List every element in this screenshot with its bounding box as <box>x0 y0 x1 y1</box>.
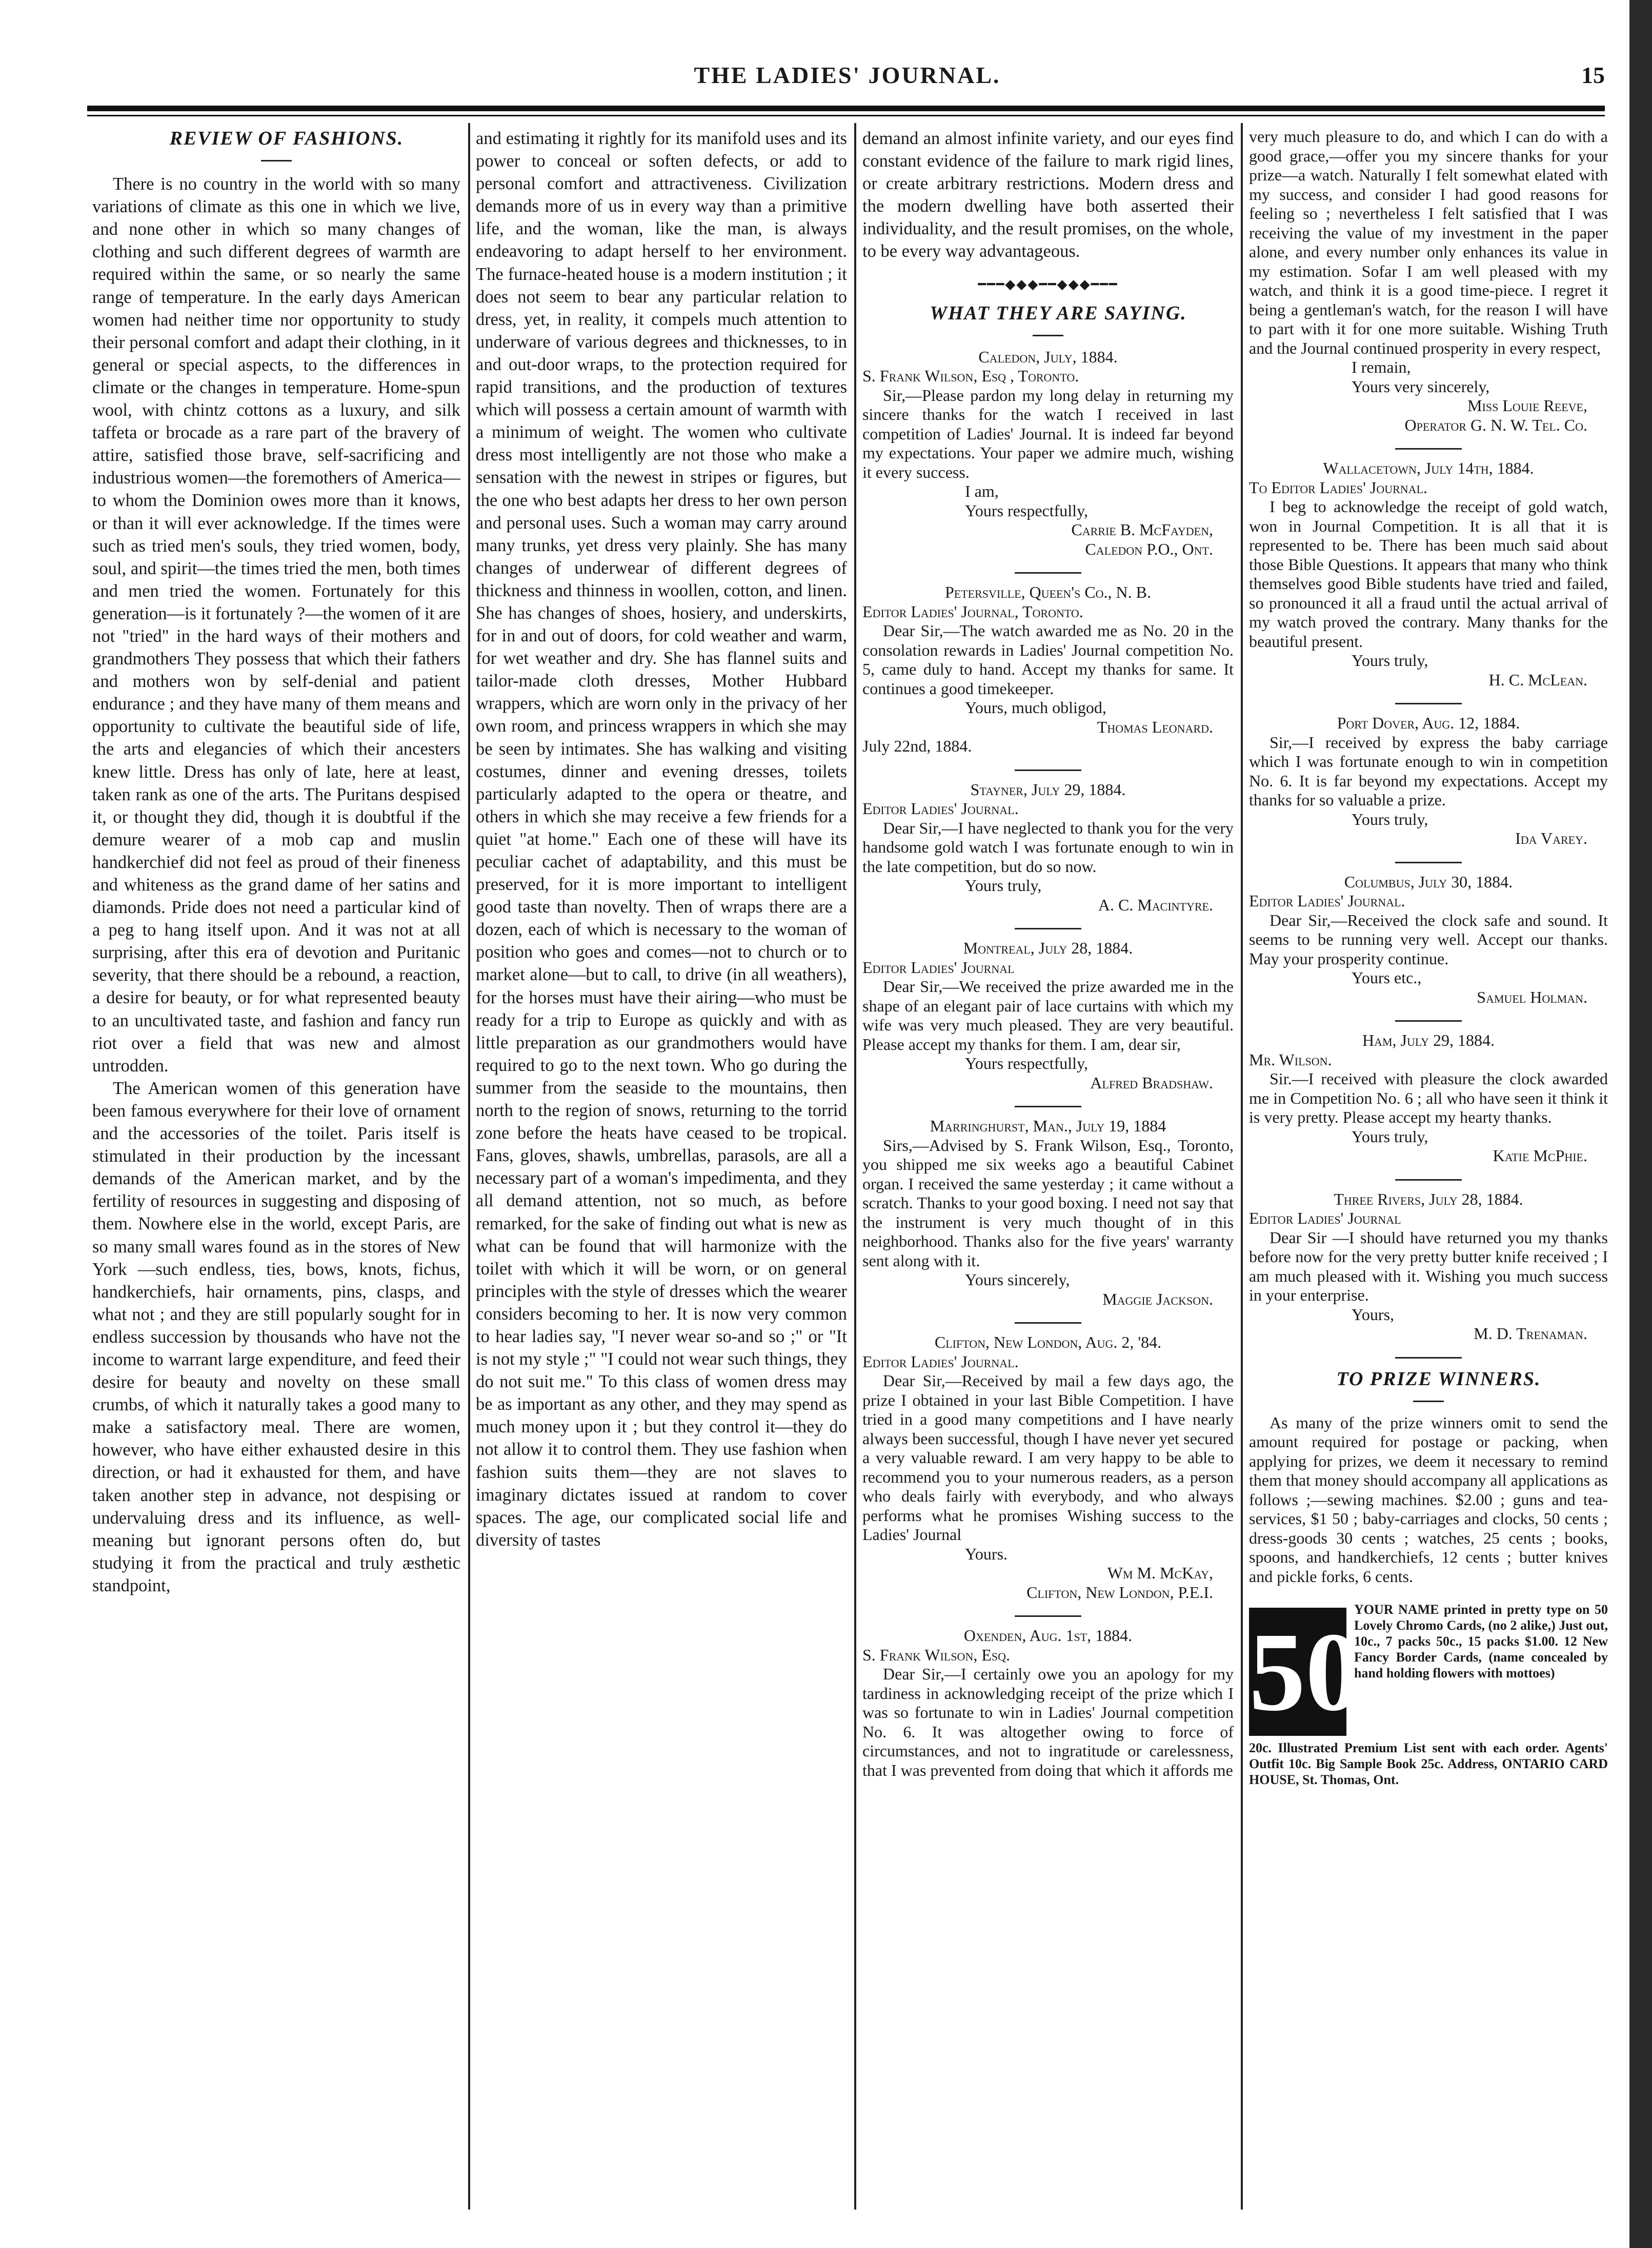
letter-address: To Editor Ladies' Journal. <box>1249 478 1428 497</box>
letter-address: S. Frank Wilson, Esq. <box>862 1645 1011 1664</box>
letter-place-date: Wallacetown, July 14th, 1884. <box>1323 459 1534 477</box>
letter-separator <box>1015 1322 1081 1324</box>
letter-address: Editor Ladies' Journal <box>862 958 1015 977</box>
letter-address: Editor Ladies' Journal. <box>1249 892 1405 910</box>
letter-separator <box>1395 448 1462 450</box>
letter-closing: Yours truly, <box>1352 1127 1428 1146</box>
letter-closing: Yours truly, <box>1352 651 1428 670</box>
card-advertisement <box>1249 1602 1608 1788</box>
letter-separator <box>1015 1615 1081 1617</box>
letter-separator <box>1015 928 1081 929</box>
letter <box>1249 1190 1608 1344</box>
letters-list <box>1249 127 1608 1344</box>
letter-place-date: Clifton, New London, Aug. 2, '84. <box>934 1333 1162 1352</box>
letter <box>1249 1031 1608 1166</box>
letter-postscript-date: July 22nd, 1884. <box>862 737 972 756</box>
letter-signature: Thomas Leonard. <box>1097 717 1213 736</box>
letter-body: Dear Sir,—We received the prize awarded me in the shape of an elegant pair of lace curtains with which my wife was very much pleased. They are very beautiful. Please accept my thanks for them. I am, dear sir, <box>862 977 1234 1054</box>
letter-body: Dear Sir,—The watch awarded me as No. 20 in the consolation rewards in Ladies' Journal competition No. 5, came duly to hand. Accept my thanks for same. It continues a good timekeeper. <box>862 621 1234 698</box>
section-ornament: ━━━◆◆◆━━◆◆◆━━━ <box>978 276 1118 292</box>
letter-closing: Yours, <box>1352 1305 1395 1324</box>
letter-body: Sirs,—Advised by S. Frank Wilson, Esq., Toronto, you shipped me six weeks ago a beautiful Cabinet organ. I received the same yesterday ; it came without a scratch. Thanks to your good boxing. I need not say that the instrument is very much thought of in this neighborhood. Thanks also for the five years' warranty sent along with it. <box>862 1136 1234 1270</box>
letter-signature: A. C. Macintyre. <box>1098 895 1213 914</box>
letter-separator <box>1395 703 1462 704</box>
letter-body: I beg to acknowledge the receipt of gold watch, won in Journal Competition. It is all that it is represented to be. There has been much said about those Bible Questions. It appears that many who think themselves good Bible students have tried and failed, so pronounced it all a fraud until the actual arrival of my watch proved the contrary. Many thanks for the beautiful present. <box>1249 497 1608 651</box>
header-rule-thick <box>87 106 1605 111</box>
letter-place-date: Oxenden, Aug. 1st, 1884. <box>963 1626 1133 1645</box>
heading-dash <box>261 160 292 161</box>
letter-signature: H. C. McLean. <box>1488 670 1587 689</box>
letter <box>862 1117 1234 1309</box>
letter <box>862 583 1234 756</box>
ad-big-number: 50 <box>1249 1608 1346 1736</box>
letter-signature: M. D. Trenaman. <box>1474 1324 1587 1343</box>
letter-closing: Yours etc., <box>1352 968 1422 987</box>
column-divider-1 <box>468 123 470 2210</box>
column-4 <box>1249 127 1608 2219</box>
letter-closing: Yours very sincerely, <box>1352 377 1490 396</box>
letter-place-date: Montreal, July 28, 1884. <box>963 939 1133 958</box>
letter <box>862 1626 1234 1780</box>
letter-closing: Yours respectfully, <box>965 1054 1088 1073</box>
page-number: 15 <box>1581 62 1605 88</box>
column-1 <box>92 127 460 2219</box>
letter-place-date: Columbus, July 30, 1884. <box>1344 872 1513 891</box>
ad-text: YOUR NAME printed in pretty type on 50 Lovely Chromo Cards, (no 2 alike,) Just out, 10c., 7 packs 50c., 15 packs $1.00. 12 New Fancy Border Cards, (name concealed by hand holding flowers with mottoes) <box>1354 1602 1608 1681</box>
scan-edge <box>1629 0 1652 2248</box>
letter-separator <box>1395 1179 1462 1181</box>
letter-place-date: Three Rivers, July 28, 1884. <box>1334 1189 1523 1208</box>
letter-signature: Alfred Bradshaw. <box>1090 1073 1213 1092</box>
masthead <box>90 62 1605 103</box>
column-2 <box>476 127 847 2219</box>
letter-separator <box>1015 572 1081 574</box>
letter-place-date: Stayner, July 29, 1884. <box>970 780 1126 799</box>
letter-signature: Carrie B. McFayden, <box>1071 520 1213 539</box>
letter-place-date: Caledon, July, 1884. <box>978 347 1118 366</box>
letter-signature: Katie McPhie. <box>1493 1146 1587 1165</box>
letter <box>1249 127 1608 435</box>
letter-signature: Samuel Holman. <box>1477 987 1587 1006</box>
letter-closing: Yours truly, <box>1352 809 1428 828</box>
article-paragraph: and estimating it rightly for its manifold uses and its power to conceal or soften defects, or add to personal comfort and attractiveness. Civilization demands more of us in every way than a primitive life, and the woman, like the man, is always endeavoring to adapt herself to her environment. The furnace-heated house is a modern institution ; it does not seem to bear any particular relation to dress, yet, in reality, it compels much attention to underware of various degrees and thicknesses, to in and out-door wraps, to the protection required for rapid transitions, and the production of textures which will possess a certain amount of warmth with a minimum of weight. The women who cultivate dress most intelligently are not those who make a sensation with the newest in stripes or figures, but the one who best adapts her dress to her own person and personal uses. Such a woman may carry around many trunks, yet dress very plainly. She has many changes of underwear of different degrees of thickness and thinness in woollen, cotton, and linen. She has changes of shoes, hosiery, and underskirts, for in and out of doors, for cold weather and warm, for wet weather and dry. She has flannel suits and tailor-made cloth dresses, Mother Hubbard wrappers, which are worn only in the privacy of her own room, and princess wrappers in which she may be seen by intimates. She has walking and visiting costumes, dinner and evening dresses, toilets particularly adapted to the opera or theatre, and others in which she may receive a few friends for a quiet "at home." Each one of these will have its peculiar cachet of adaptability, and this must be preserved, for it is more important to intelligent good taste than novelty. Then of wraps there are a dozen, each of which is necessary to the woman of position who goes and comes—not to church or to market alone—but to call, to drive (in all weathers), for the horses must have their airing—who must be ready for a trip to Europe as quickly and with as little preparation as our grandmothers would have required to go to the next town. Who go during the summer from the seaside to the mountains, then north to the region of snows, returning to the torrid zone before the heats have ceased to be tropical. Fans, gloves, shawls, umbrellas, parasols, are all a necessary part of a woman's impedimenta, and they all demand attention, not so much, as before remarked, for the sake of finding out what is new as what can be found that will harmonize with the toilet with which it will be worn, or on general principles with the style of dresses which the wearer considers becoming to her. It is now very common to hear ladies say, "I never wear so-and so ;" or "It is not my style ;" "I could not wear such things, they do not suit me." To this class of women dress may be as important as any other, and they may spend as much money upon it ; but they control it—they do not allow it to control them. They use fashion when fashion suits them—they are not slaves to imaginary dictates issued at random to cover spaces. The age, our complicated social life and diversity of tastes <box>476 129 847 1550</box>
letter-address: Editor Ladies' Journal. <box>862 1352 1019 1371</box>
column-divider-2 <box>854 123 856 2210</box>
header-rule-thin <box>87 115 1605 116</box>
letter-body: Dear Sir,—I certainly owe you an apology for my tardiness in acknowledging receipt of the prize which I was so fortunate to win in Ladies' Journal competition No. 6. It was altogether owing to force of circumstances, and not to ingratitude or carelessness, that I was prevented from doing that which it affords me <box>862 1665 1234 1779</box>
letter <box>862 1333 1234 1602</box>
letter-signature: Miss Louie Reeve, <box>1467 396 1587 415</box>
letter <box>862 348 1234 559</box>
letter-separator <box>1015 1106 1081 1107</box>
letters-list <box>862 348 1234 1780</box>
column-3 <box>862 127 1234 2219</box>
letter <box>1249 873 1608 1007</box>
letter-body: Sir,—I received by express the baby carriage which I was fortunate enough to win in competition No. 6. It is far beyond my expectations. Accept my thanks for so valuable a prize. <box>1249 733 1608 809</box>
letter-place-date: Petersville, Queen's Co., N. B. <box>945 583 1151 602</box>
article-paragraph: demand an almost infinite variety, and our eyes find constant evidence of the failure to mark rigid lines, or create arbitrary restrictions. Modern dress and the modern dwelling have both asserted their individuality, and the result promises, on the whole, to be every way advantageous. <box>862 129 1234 261</box>
article-paragraph: The American women of this generation have been famous everywhere for their love of ornament and the accessories of the toilet. Paris itself is stimulated in their production by the incessant demands of the American market, and by the fertility of resources in suggesting and disposing of them. Nowhere else in the world, except Paris, are so many small wares found as in the stores of New York —such endless, ties, bows, knots, fichus, handkerchiefs, hair ornaments, pins, clasps, and what not ; and they are still popularly sought for in endless succession by thousands who have not the income to warrant large expenditure, and feed their desire for beauty and novelty on these small crumbs, of which it naturally takes a good many to make a satisfactory meal. There are women, however, who have either exhausted desire in this direction, or had it exhausted for them, and have taken another step in advance, not despising or undervaluing dress and its influence, as well-meaning but ignorant persons often do, but studying it from the practical and truly æsthetic standpoint, <box>92 1078 460 1595</box>
section-separator <box>1395 1357 1462 1359</box>
letter-closing: Yours, much obligod, <box>965 698 1106 717</box>
letter-address: Editor Ladies' Journal, Toronto. <box>862 602 1083 621</box>
newspaper-title: THE LADIES' JOURNAL. <box>694 62 1001 88</box>
letter-closing: I am, <box>965 482 999 501</box>
prize-winners-notice: As many of the prize winners omit to send the amount required for postage or packing, when applying for prizes, we deem it necessary to remind them that money should accompany all applications as follows ;—sewing machines. $2.00 ; guns and tea-services, $1 50 ; baby-carriages and clocks, 50 cents ; dress-goods 30 cents ; watches, 25 cents ; books, spoons, and handkerchiefs, 12 cents ; butter knives and pickle forks, 6 cents. <box>1249 1413 1608 1586</box>
letter-signature: Clifton, New London, P.E.I. <box>1026 1583 1213 1602</box>
letter-separator <box>1395 862 1462 863</box>
letter-signature: Wm M. McKay, <box>1107 1564 1213 1583</box>
letter-address: Editor Ladies' Journal <box>1249 1209 1401 1227</box>
letter-closing: I remain, <box>1352 358 1411 376</box>
letter <box>1249 714 1608 848</box>
section-heading-what-they-are-saying: WHAT THEY ARE SAYING. <box>930 302 1187 324</box>
heading-dash <box>1413 1401 1444 1402</box>
letter-body: Dear Sir,—Received the clock safe and sound. It seems to be running very well. Accept our thanks. May your prosperity continue. <box>1249 910 1608 968</box>
letter-body: Dear Sir —I should have returned you my thanks before now for the very pretty butter knife received ; I am much pleased with it. Wishing you much success in your enterprise. <box>1249 1228 1608 1304</box>
letter-separator <box>1395 1020 1462 1022</box>
letter <box>1249 459 1608 690</box>
column-divider-3 <box>1241 123 1243 2210</box>
letter-separator <box>1015 769 1081 771</box>
letter-body: Dear Sir,—I have neglected to thank you for the very handsome gold watch I was fortunate enough to win in the late competition, but do so now. <box>862 818 1234 876</box>
ad-footer: 20c. Illustrated Premium List sent with each order. Agents' Outfit 10c. Big Sample Book 25c. Address, ONTARIO CARD HOUSE, St. Thomas, Ont. <box>1249 1740 1608 1788</box>
letter <box>862 780 1234 915</box>
letter-address: Editor Ladies' Journal. <box>862 799 1019 818</box>
heading-dash <box>1033 335 1063 336</box>
letter-body: Sir.—I received with pleasure the clock awarded me in Competition No. 6 ; all who have seen it think it is very pretty. Please accept my hearty thanks. <box>1249 1069 1608 1126</box>
article-paragraph: There is no country in the world with so many variations of climate as this one in which we live, and none other in which so many changes of clothing and such different degrees of warmth are required within the same, or so nearly the same range of temperature. In the early days American women had neither time nor opportunity to study their personal comfort and adapt their clothing, in it general or special aspects, to the differences in climate or the changes in temperature. Home-spun wool, with chintz cottons as a luxury, and silk taffeta or brocade as a rare part of the bravery of attire, satisfied those brave, self-sacrificing and industrious women—the foremothers of America—to whom the Dominion owes more than it knows, or than it will ever acknowledge. If the times were such as tried men's souls, they tried women, body, soul, and spirit—the times tried the men, both times and men tried the women. Fortunately for this generation—is it fortunately ?—the women of it are not "tried" in the hard ways of their mothers and grandmothers They possess that which their fathers and mothers won by self-denial and patient endurance ; and they have many of them means and opportunity to cultivate the beautiful side of life, the arts and elegancies of which their ancesters knew little. Dress has only of late, here at least, taken rank as one of the arts. The Puritans despised it, or thought they did, though it is doubtful if the demure wearer of a mob cap and muslin handkerchief did not feel as proud of their fineness and whiteness as the grand dame of her satins and diamonds. Pride does not need a particular kind of a peg to hang itself upon. And it was not at all surprising, after this era of devotion and Puritanic severity, that there should be a rebound, a reaction, a desire for beauty, or for what represented beauty to an uncultivated taste, and fashion and fancy run riot over a field that was new and almost untrodden. <box>92 174 460 1076</box>
letter-closing: Yours respectfully, <box>965 501 1088 520</box>
letter <box>862 939 1234 1092</box>
letter-closing: Yours sincerely, <box>965 1270 1070 1289</box>
letter-place-date: Marringhurst, Man., July 19, 1884 <box>930 1117 1166 1136</box>
article-heading-review-of-fashions: REVIEW OF FASHIONS. <box>169 128 404 149</box>
letter-place-date: Port Dover, Aug. 12, 1884. <box>1337 714 1520 732</box>
letter-body: Sir,—Please pardon my long delay in returning my sincere thanks for the watch I received in last competition of Ladies' Journal. It is indeed far beyond my expectations. Your paper we admire much, wishing it every success. <box>862 386 1234 481</box>
letter-signature: Ida Varey. <box>1515 829 1587 847</box>
letter-closing: Yours. <box>965 1544 1008 1563</box>
letter-body: Dear Sir,—Received by mail a few days ago, the prize I obtained in your last Bible Competition. I have tried in a good many competitions and I have nearly always been successful, though I have never yet secured a very valuable reward. I am very happy to be able to recommend you to your numerous readers, as a person who deals fairly with everybody, and who always performs what he promises Wishing success to the Ladies' Journal <box>862 1371 1234 1544</box>
section-heading-to-prize-winners: TO PRIZE WINNERS. <box>1336 1368 1541 1390</box>
letter-body: very much pleasure to do, and which I can do with a good grace,—offer you my sincere thanks for your prize—a watch. Naturally I felt somewhat elated with my success, and consider I had good reasons for feeling so ; nevertheless I felt satisfied that I was receiving the value of my investment in the paper alone, and every number only enhances its value in my estimation. Sofar I am well pleased with my watch, and think it is a good time-piece. I regret it being a gentleman's watch, for the reason I will have to part with it for one more suitable. Wishing Truth and the Journal continued prosperity in every respect, <box>1249 127 1608 357</box>
letter-address: Mr. Wilson. <box>1249 1050 1332 1069</box>
letter-closing: Yours truly, <box>965 876 1042 895</box>
letter-signature: Operator G. N. W. Tel. Co. <box>1404 415 1587 434</box>
letter-signature: Caledon P.O., Ont. <box>1085 539 1213 558</box>
letter-address: S. Frank Wilson, Esq , Toronto. <box>862 367 1079 386</box>
letter-signature: Maggie Jackson. <box>1102 1289 1213 1308</box>
letter-place-date: Ham, July 29, 1884. <box>1362 1031 1495 1049</box>
